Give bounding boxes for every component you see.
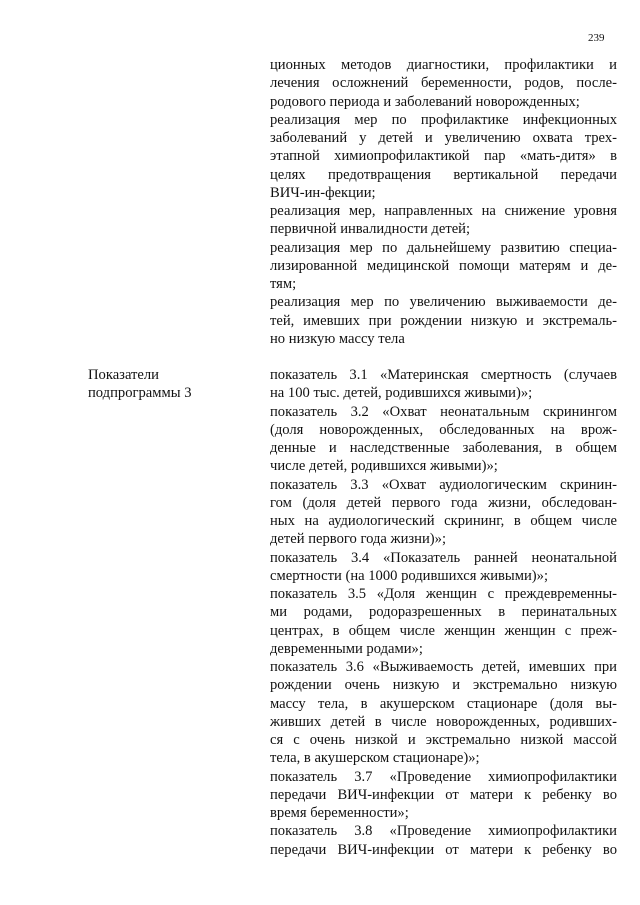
text-line: родового периода и заболеваний новорожденных; [270, 93, 580, 110]
indicator-line: время беременности»; [270, 805, 409, 821]
measures-text-block [270, 56, 617, 348]
text-line: тей, имевших при рождении низкую и экстремаль- [270, 312, 617, 329]
indicator-line: денные и наследственные заболевания, в общем [270, 440, 617, 456]
indicator-line: детей первого года жизни)»; [270, 531, 446, 548]
indicator-line: показатель 3.4 «Показатель ранней неонатальной [270, 549, 617, 566]
page-number: 239 [588, 32, 605, 44]
label-line: подпрограммы 3 [88, 385, 192, 402]
indicator-line: передачи ВИЧ-инфекции от матери к ребенку во [270, 786, 617, 803]
indicator-line: гом (доля детей первого года жизни, обследован- [270, 494, 617, 511]
text-line: но низкую массу тела [270, 330, 405, 347]
text-line: целях предотвращения вертикальной передачи [270, 166, 617, 183]
text-line: реализация мер по дальнейшему развитию специа- [270, 239, 617, 256]
indicator-line: показатель 3.6 «Выживаемость детей, имевших при [270, 659, 617, 675]
text-line: заболеваний у детей и увеличению охвата трех- [270, 130, 617, 146]
indicator-line: смертности (на 1000 родившихся живыми)»; [270, 567, 548, 584]
indicator-line: живших детей в числе новорожденных, родивших- [270, 713, 617, 730]
indicators-label [88, 366, 258, 403]
indicator-line: показатель 3.1 «Материнская смертность (случаев [270, 367, 617, 383]
indicator-line: ных на аудиологический скрининг, в общем числе [270, 513, 617, 529]
text-line: этапной химиопрофилактикой пар «мать-дитя» в [270, 148, 617, 165]
indicator-line: показатель 3.2 «Охват неонатальным скринингом [270, 403, 617, 420]
indicator-line: девременными родами»; [270, 640, 423, 657]
indicator-line: центрах, в общем числе женщин женщин с преж- [270, 622, 617, 639]
text-line: реализация мер, направленных на снижение уровня [270, 203, 617, 219]
text-line: ционных методов диагностики, профилактики и [270, 57, 617, 73]
indicator-line: показатель 3.8 «Проведение химиопрофилактики [270, 823, 617, 840]
indicator-line: показатель 3.5 «Доля женщин с преждевременны- [270, 586, 617, 602]
indicator-line: ми родами, родоразрешенных в перинатальных [270, 604, 617, 621]
indicators-text-block [270, 366, 617, 859]
indicator-line: на 100 тыс. детей, родившихся живыми)»; [270, 385, 533, 402]
text-line: первичной инвалидности детей; [270, 221, 471, 238]
indicator-line: числе детей, родившихся живыми)»; [270, 458, 498, 475]
text-line: ВИЧ-ин-фекции; [270, 184, 376, 201]
text-line: реализация мер по профилактике инфекционных [270, 111, 617, 128]
text-line: тям; [270, 276, 297, 292]
text-line: лизированной медицинской помощи матерям и де- [270, 257, 617, 274]
indicator-line: передачи ВИЧ-инфекции от матери к ребенку во [270, 841, 617, 858]
indicator-line: массу тела, в акушерском стационаре (доля вы- [270, 695, 617, 712]
indicator-line: показатель 3.7 «Проведение химиопрофилактики [270, 768, 617, 785]
indicator-line: ся с очень низкой и экстремально низкой массой [270, 732, 617, 748]
indicator-line: (доля новорожденных, обследованных на врож- [270, 421, 617, 438]
label-line: Показатели [88, 367, 159, 383]
indicator-line: тела, в акушерском стационаре)»; [270, 750, 480, 767]
indicator-line: показатель 3.3 «Охват аудиологическим скринин- [270, 476, 617, 493]
text-line: лечения осложнений беременности, родов, после- [270, 75, 617, 92]
text-line: реализация мер по увеличению выживаемости де- [270, 294, 617, 311]
indicator-line: рождении очень низкую и экстремально низкую [270, 677, 617, 694]
